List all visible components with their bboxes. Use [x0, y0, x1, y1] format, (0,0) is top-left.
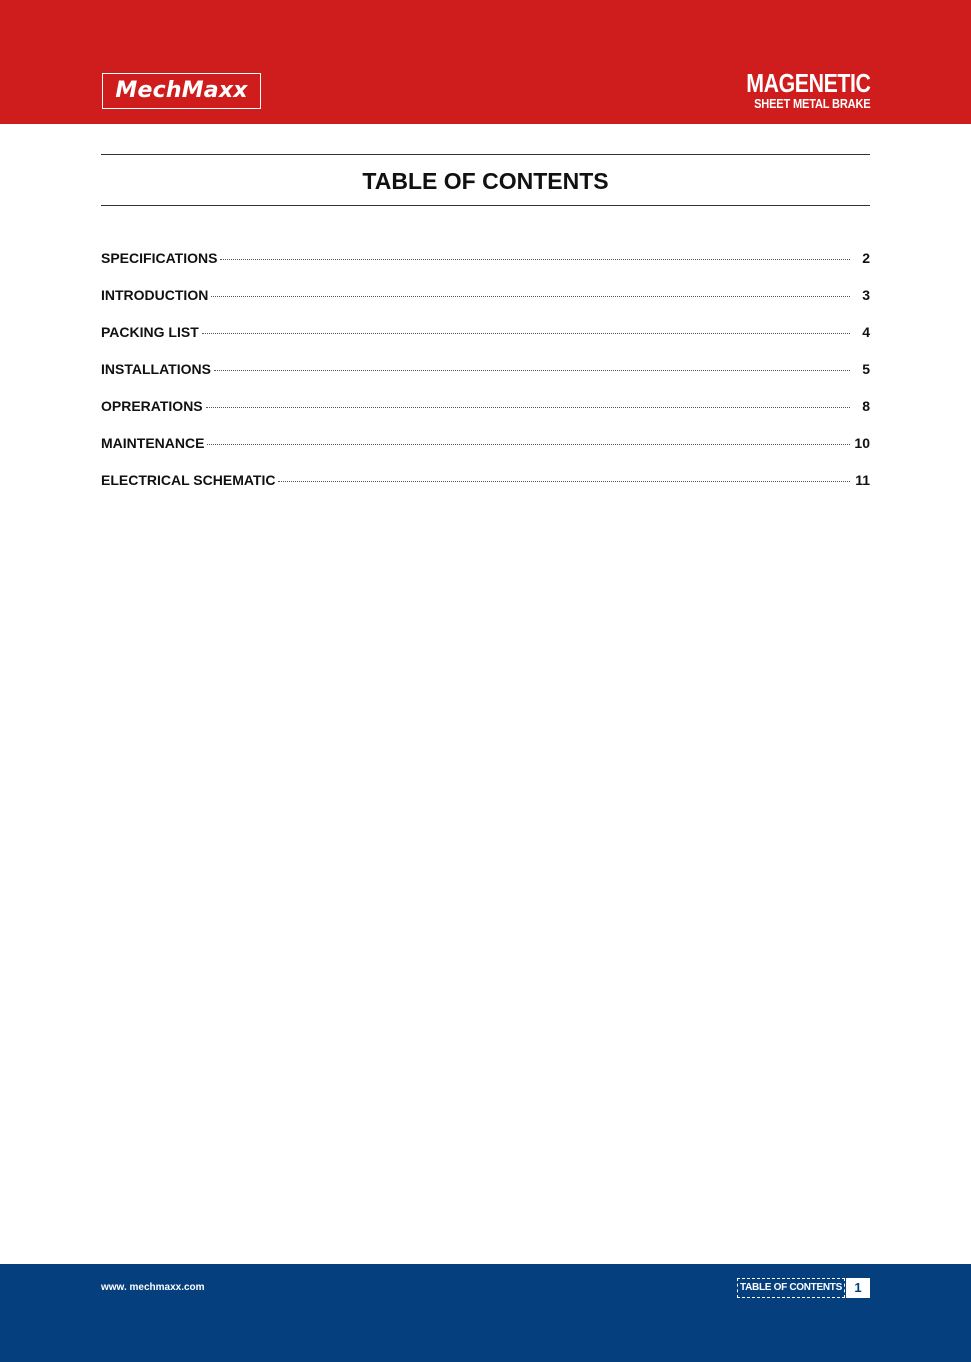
- toc-entry-page: 3: [862, 287, 870, 303]
- toc-entry-page: 11: [855, 472, 870, 488]
- toc-entry-label: SPECIFICATIONS: [101, 250, 218, 266]
- toc-entry-electrical-schematic[interactable]: [101, 472, 870, 509]
- toc-dot-leader: [206, 407, 850, 408]
- toc-entry-page: 5: [862, 361, 870, 377]
- toc-dot-leader: [220, 259, 850, 260]
- toc-entry-label: MAINTENANCE: [101, 435, 205, 451]
- title-top-rule: [101, 154, 870, 155]
- product-title-line1: MAGENETIC: [745, 68, 870, 98]
- page-title: TABLE OF CONTENTS: [362, 168, 609, 194]
- toc-entry-label: INSTALLATIONS: [101, 361, 211, 377]
- toc-entry-label: PACKING LIST: [101, 324, 199, 340]
- toc-dot-leader: [207, 444, 850, 445]
- toc-entry-label: OPRERATIONS: [101, 398, 203, 414]
- footer-page-number: 1: [846, 1278, 870, 1298]
- footer-section-label: TABLE OF CONTENTS: [737, 1278, 845, 1298]
- title-bottom-rule: [101, 205, 870, 206]
- toc-entry-maintenance[interactable]: [101, 435, 870, 472]
- toc-dot-leader: [211, 296, 850, 297]
- toc-dot-leader: [202, 333, 850, 334]
- header-bar: [0, 0, 971, 124]
- toc-dot-leader: [278, 481, 850, 482]
- table-of-contents: [101, 250, 870, 509]
- toc-entry-page: 10: [854, 435, 870, 451]
- toc-entry-page: 4: [862, 324, 870, 340]
- product-title: [719, 70, 871, 111]
- product-title-line2: SHEET METAL BRAKE: [753, 96, 870, 111]
- toc-entry-packing-list[interactable]: [101, 324, 870, 361]
- website-link[interactable]: www. mechmaxx.com: [101, 1282, 205, 1293]
- toc-entry-page: 2: [862, 250, 870, 266]
- toc-entry-specifications[interactable]: [101, 250, 870, 287]
- toc-entry-label: ELECTRICAL SCHEMATIC: [101, 472, 276, 488]
- brand-logo: MechMaxx: [102, 73, 261, 109]
- toc-entry-label: INTRODUCTION: [101, 287, 209, 303]
- toc-entry-introduction[interactable]: [101, 287, 870, 324]
- toc-entry-operations[interactable]: [101, 398, 870, 435]
- toc-dot-leader: [214, 370, 850, 371]
- toc-entry-page: 8: [862, 398, 870, 414]
- toc-entry-installations[interactable]: [101, 361, 870, 398]
- footer-bar: [0, 1264, 971, 1362]
